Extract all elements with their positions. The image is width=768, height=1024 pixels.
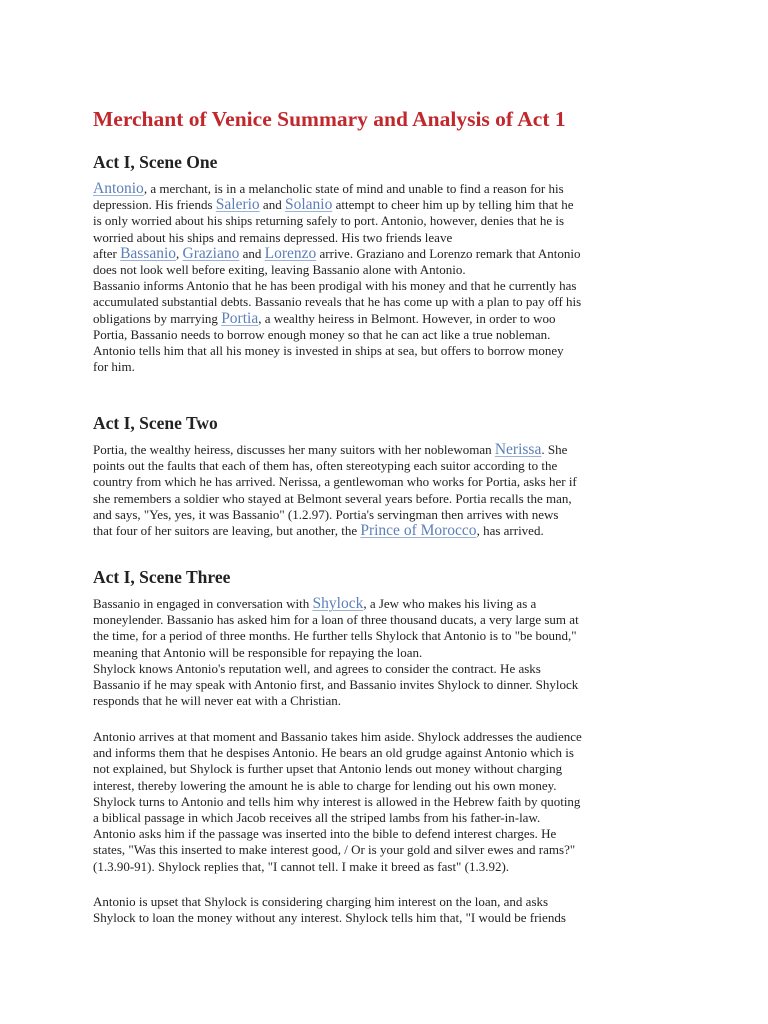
scene-three-paragraph-2	[93, 729, 683, 875]
character-link-prince-of-morocco[interactable]: Prince of Morocco	[360, 522, 477, 540]
character-link-shylock[interactable]: Shylock	[312, 595, 364, 612]
text-line	[93, 894, 683, 910]
text-run: not explained, but Shylock is further upset that Antonio lends out money without charging	[93, 761, 563, 777]
text-line	[93, 612, 683, 628]
text-run: Antonio is upset that Shylock is considering charging him interest on the loan, and asks	[93, 894, 549, 909]
page-title: Merchant of Venice Summary and Analysis of Act 1	[93, 107, 566, 131]
text-run: Shylock turns to Antonio and tells him why interest is allowed in the Hebrew faith by quoting	[93, 793, 581, 809]
text-line	[93, 311, 683, 327]
text-line	[93, 507, 683, 523]
text-run: a biblical passage in which Jacob receives all the striped lambs from his father-in-law.	[93, 810, 541, 826]
character-link-antonio[interactable]: Antonio	[93, 180, 144, 197]
scene-three-heading: Act I, Scene Three	[93, 567, 231, 587]
text-run: Shylock to loan the money without any interest. Shylock tells him that, "I would be friends	[93, 910, 566, 926]
text-line	[93, 181, 683, 197]
text-run: depression. His friends	[93, 197, 216, 213]
text-line	[93, 810, 683, 826]
text-line	[93, 442, 683, 458]
text-line	[93, 794, 683, 810]
text-line	[93, 343, 683, 359]
text-run: , a merchant, is in a melancholic state of mind and unable to find a reason for his	[143, 181, 564, 196]
text-run: arrive. Graziano and Lorenzo remark that Antonio	[316, 245, 581, 261]
text-line	[93, 842, 683, 858]
text-run: country from which he has arrived. Nerissa, a gentlewoman who works for Portia, asks her if	[93, 474, 577, 490]
text-line	[93, 523, 683, 539]
scene-three-paragraph-3	[93, 894, 683, 926]
text-run: interest, thereby lowering the amount he is able to charge for lending out his own money.	[93, 777, 557, 793]
character-link-lorenzo[interactable]: Lorenzo	[264, 244, 317, 262]
text-line	[93, 761, 683, 777]
text-run: Shylock knows Antonio's reputation well, and agrees to consider the contract. He asks	[93, 660, 541, 676]
character-link-graziano[interactable]: Graziano	[182, 244, 240, 262]
text-run: Portia, the wealthy heiress, discusses her many suitors with her noblewoman	[93, 442, 495, 457]
text-line	[93, 778, 683, 794]
text-line	[93, 327, 683, 343]
text-line	[93, 859, 683, 875]
text-run: that four of her suitors are leaving, but another, the	[93, 523, 361, 539]
text-run: worried about his ships and remains depressed. His two friends leave	[93, 229, 453, 245]
text-line	[93, 278, 683, 294]
text-run: Bassanio if he may speak with Antonio first, and Bassanio invites Shylock to dinner. Shylock	[93, 677, 579, 693]
text-line	[93, 745, 683, 761]
scene-one-heading: Act I, Scene One	[93, 152, 218, 172]
text-run: , a wealthy heiress in Belmont. However, in order to woo	[258, 310, 556, 326]
character-link-portia[interactable]: Portia	[221, 309, 259, 327]
scene-one-text	[93, 181, 683, 375]
text-run: , has arrived.	[476, 523, 544, 539]
text-line	[93, 246, 683, 262]
text-line	[93, 458, 683, 474]
text-line	[93, 826, 683, 842]
text-run: ,	[176, 245, 183, 261]
text-run: obligations by marrying	[93, 310, 222, 326]
text-line	[93, 628, 683, 644]
text-line	[93, 230, 683, 246]
text-run: meaning that Antonio will be responsible for repaying the loan.	[93, 644, 423, 660]
text-line	[93, 596, 683, 612]
text-line	[93, 693, 683, 709]
text-line	[93, 262, 683, 278]
text-run: points out the faults that each of them has, often stereotyping each suitor according to the	[93, 458, 558, 474]
text-run: states, "Was this inserted to make interest good, / Or is your gold and silver ewes and rams?"	[93, 842, 576, 858]
text-line	[93, 910, 683, 926]
text-run: does not look well before exiting, leaving Bassanio alone with Antonio.	[93, 262, 466, 278]
text-run: Portia, Bassanio needs to borrow enough money so that he can act like a true nobleman.	[93, 326, 551, 342]
text-run: Bassanio in engaged in conversation with	[93, 596, 313, 611]
text-line	[93, 213, 683, 229]
scene-two-heading: Act I, Scene Two	[93, 413, 218, 433]
character-link-solanio[interactable]: Solanio	[284, 196, 333, 214]
text-run: for him.	[93, 359, 135, 375]
text-line	[93, 474, 683, 490]
text-line	[93, 729, 683, 745]
text-run: she remembers a soldier who stayed at Belmont several years before. Portia recalls the man,	[93, 490, 572, 506]
text-line	[93, 645, 683, 661]
text-run: moneylender. Bassanio has asked him for a loan of three thousand ducats, a very large sum at	[93, 612, 579, 628]
text-run: Antonio arrives at that moment and Bassanio takes him aside. Shylock addresses the audience	[93, 729, 582, 744]
text-run: and says, "Yes, yes, it was Bassanio" (1.2.97). Portia's servingman then arrives with news	[93, 506, 559, 522]
text-run: after	[93, 245, 121, 261]
text-run: Antonio asks him if the passage was inserted into the bible to defend interest charges. He	[93, 826, 557, 842]
text-line	[93, 359, 683, 375]
text-line	[93, 491, 683, 507]
text-run: and	[239, 245, 265, 261]
text-run: attempt to cheer him up by telling him that he	[332, 197, 574, 213]
character-link-bassanio[interactable]: Bassanio	[120, 244, 177, 262]
text-run: , a Jew who makes his living as a	[363, 596, 537, 611]
text-run: Antonio tells him that all his money is invested in ships at sea, but offers to borrow money	[93, 343, 564, 359]
text-run: the time, for a period of three months. He further tells Shylock that Antonio is to "be bound,"	[93, 628, 577, 644]
text-run: is only worried about his ships returning safely to port. Antonio, however, denies that he is	[93, 213, 565, 229]
character-link-salerio[interactable]: Salerio	[215, 196, 260, 214]
text-run: . She	[541, 442, 568, 457]
text-run: and	[259, 197, 285, 213]
text-run: (1.3.90-91). Shylock replies that, "I cannot tell. I make it breed as fast" (1.3.92).	[93, 858, 510, 874]
text-line	[93, 294, 683, 310]
text-run: and informs them that he despises Antonio. He bears an old grudge against Antonio which is	[93, 745, 574, 761]
text-run: responds that he will never eat with a Christian.	[93, 693, 342, 709]
text-line	[93, 677, 683, 693]
text-run: accumulated substantial debts. Bassanio reveals that he has come up with a plan to pay off his	[93, 294, 582, 310]
text-line	[93, 661, 683, 677]
character-link-nerissa[interactable]: Nerissa	[494, 441, 542, 458]
text-run: Bassanio informs Antonio that he has been prodigal with his money and that he currently has	[93, 278, 577, 294]
text-line	[93, 197, 683, 213]
scene-two-text	[93, 442, 683, 539]
scene-three-paragraph-1	[93, 596, 683, 709]
